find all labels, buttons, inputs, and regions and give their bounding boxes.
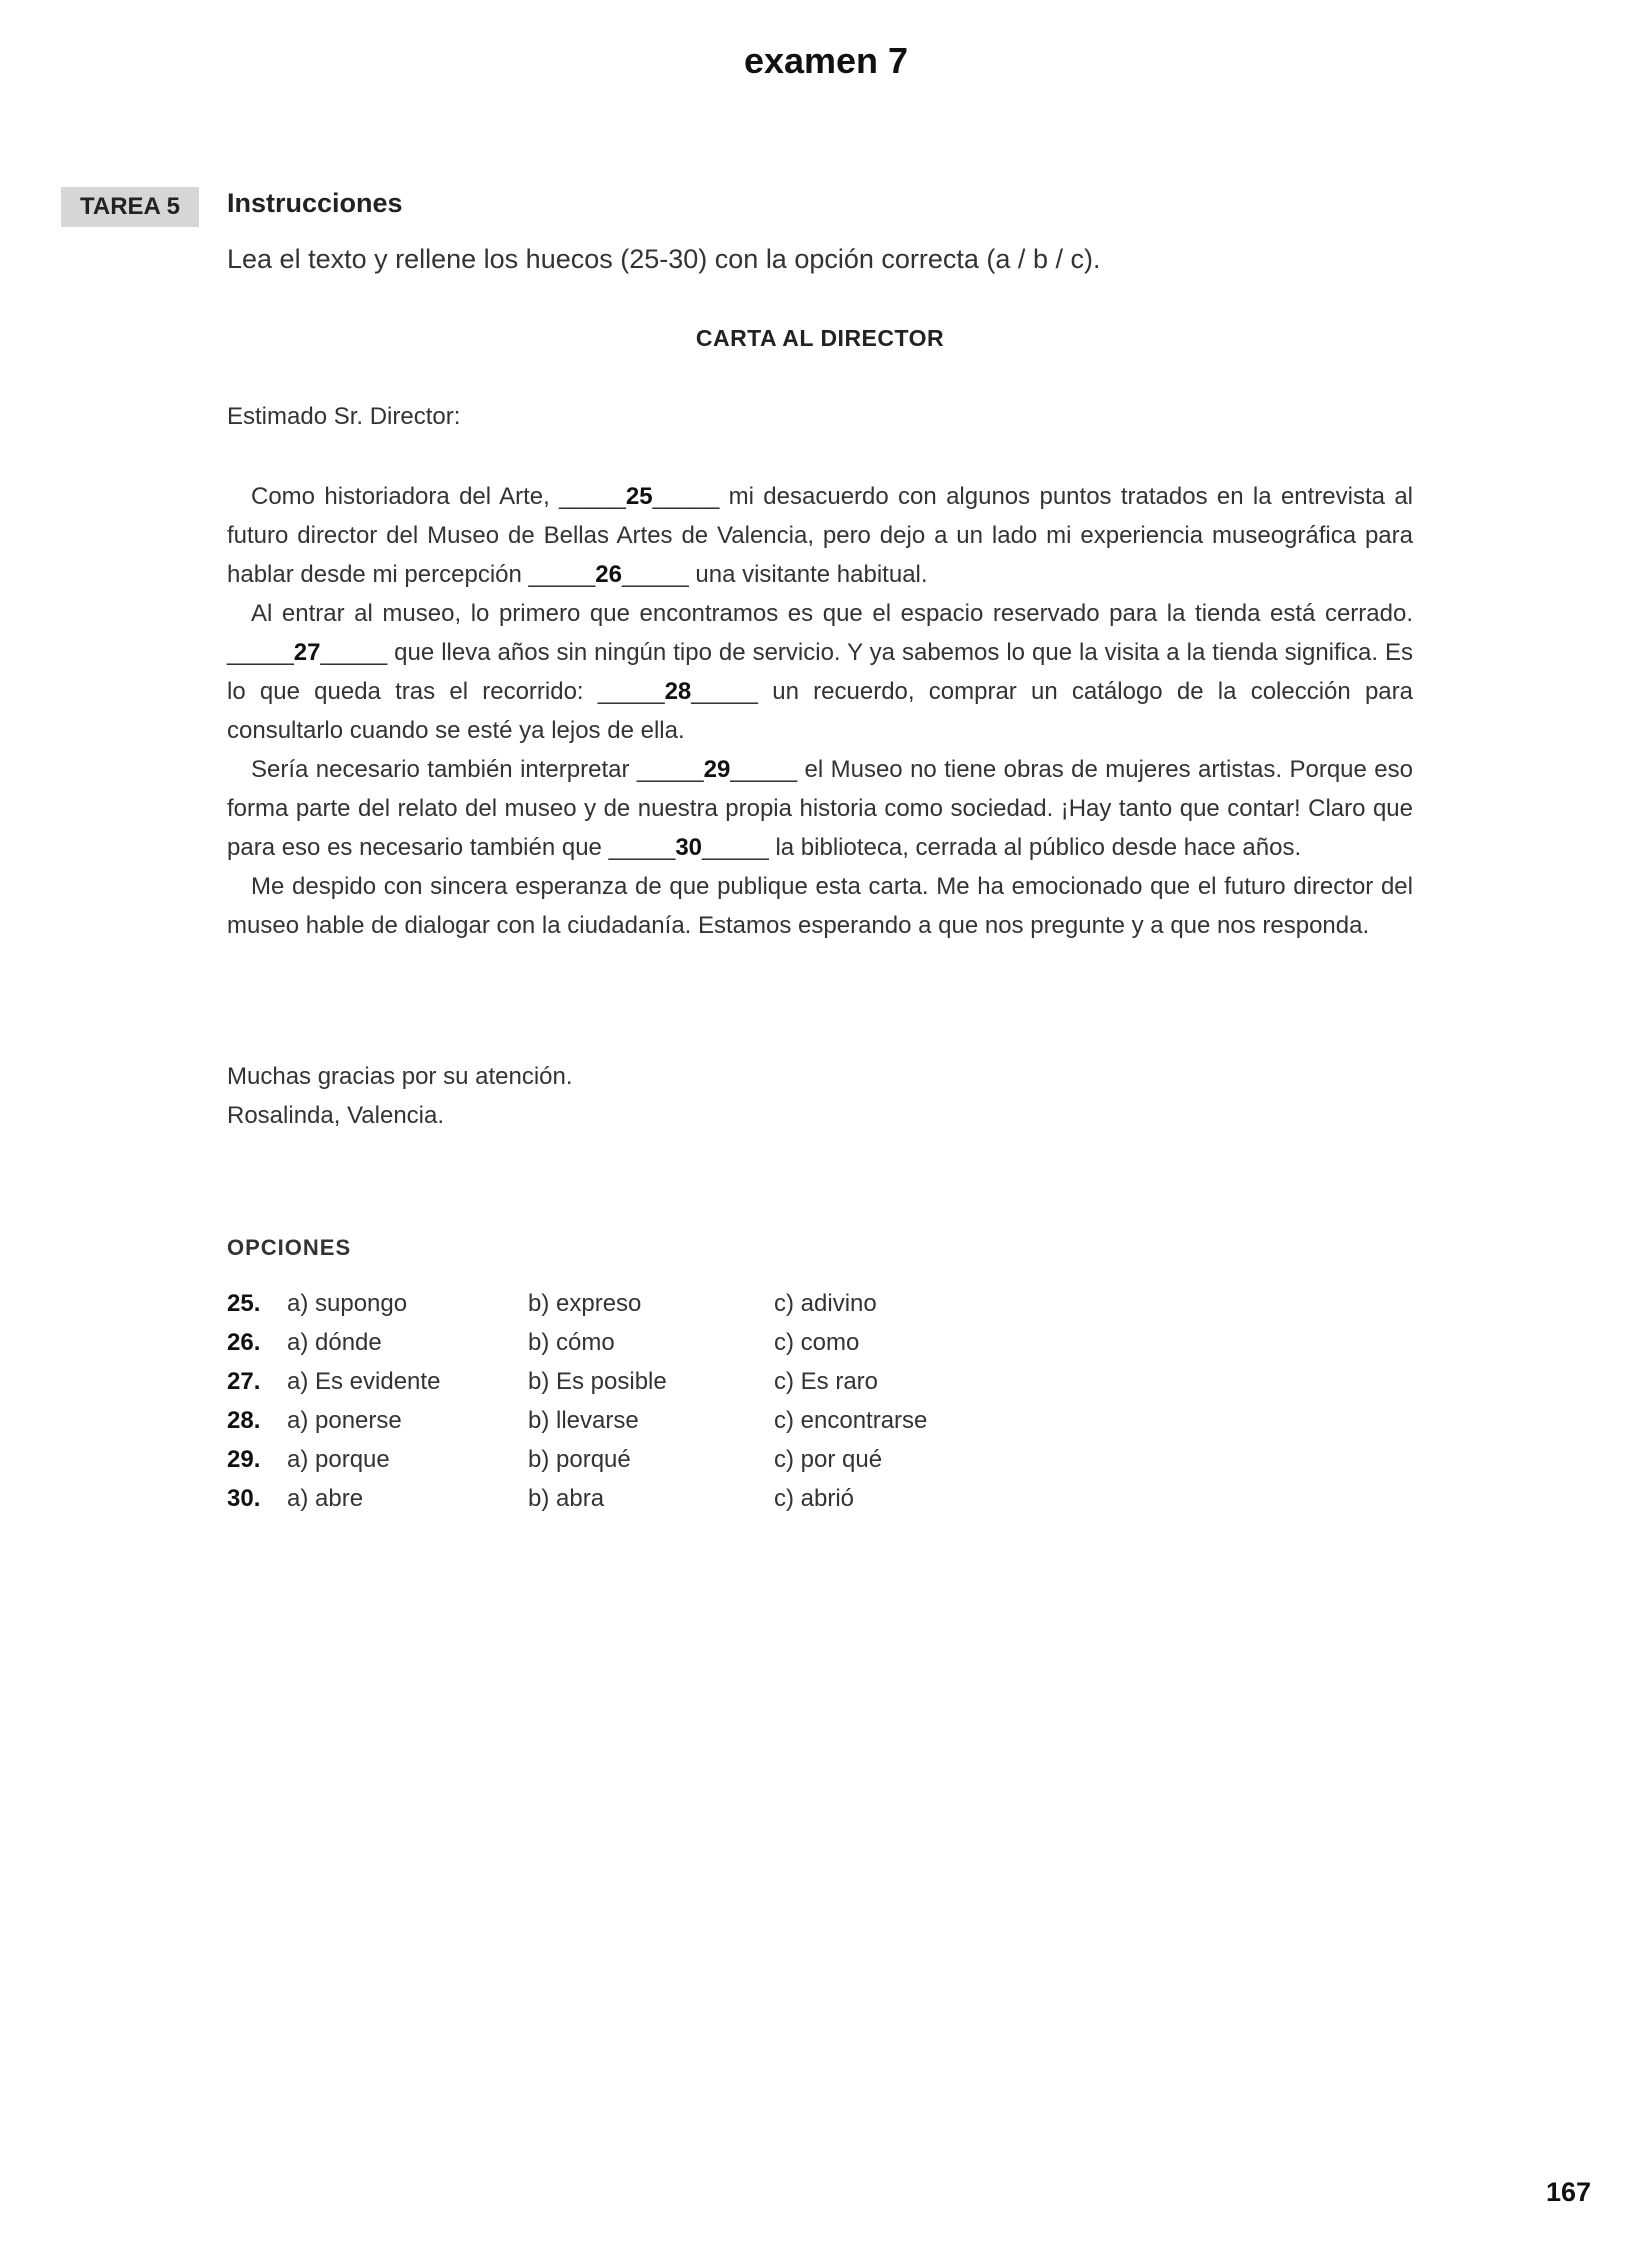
letter-paragraph-1 — [227, 477, 1413, 594]
letter-body — [227, 477, 1413, 945]
gap-27 — [227, 639, 387, 666]
letter-paragraph-3 — [227, 750, 1413, 867]
text-segment: un recuerdo, comprar un catálogo de la colección para consultarlo cuando se esté ya lejos de ella. — [227, 678, 1413, 744]
option-row-28 — [227, 1401, 974, 1440]
text-segment: una visitante habitual. — [688, 561, 928, 588]
option-c: c) por qué — [774, 1445, 883, 1473]
option-number: 30. — [227, 1484, 261, 1512]
option-b: b) expreso — [528, 1289, 642, 1317]
blank-line: _____ — [636, 756, 704, 783]
option-number: 29. — [227, 1445, 261, 1473]
option-a: a) ponerse — [287, 1406, 402, 1434]
options-title: OPCIONES — [227, 1235, 352, 1260]
text-segment: mi desacuerdo con algunos puntos tratados en la entrevista al futuro director del Museo de Bellas Artes de Valencia, pero dejo a un lado mi experiencia museográfica para hablar desde mi percepción — [227, 483, 1414, 588]
gap-25 — [559, 483, 719, 510]
option-a: a) abre — [287, 1484, 364, 1512]
letter-paragraph-4: Me despido con sincera esperanza de que publique esta carta. Me ha emocionado que el futuro director del museo hable de dialogar con la ciudadanía. Estamos esperando a que nos pregunte y a que nos responda. — [227, 873, 1413, 939]
blank-line: _____ — [528, 561, 596, 588]
gap-29 — [637, 756, 797, 783]
text-segment: Al entrar al museo, lo primero que encontramos es que el espacio reservado para la tienda está cerrado. — [251, 600, 1413, 627]
option-number: 28. — [227, 1406, 261, 1434]
option-a: a) dónde — [287, 1328, 382, 1356]
option-row-30 — [227, 1479, 974, 1518]
letter-closing — [227, 1057, 573, 1135]
closing-signature: Rosalinda, Valencia. — [227, 1102, 445, 1129]
page-title: examen 7 — [743, 40, 909, 81]
gap-number: 29 — [703, 756, 731, 783]
option-c: c) Es raro — [774, 1367, 879, 1395]
gap-number: 30 — [675, 834, 703, 861]
blank-line: _____ — [652, 483, 720, 510]
option-b: b) abra — [528, 1484, 605, 1512]
gap-26 — [529, 561, 689, 588]
option-b: b) cómo — [528, 1328, 615, 1356]
blank-line: _____ — [227, 639, 294, 666]
option-a: a) porque — [287, 1445, 390, 1473]
option-a: a) supongo — [287, 1289, 408, 1317]
text-segment: la biblioteca, cerrada al público desde hace años. — [768, 834, 1302, 861]
option-c: c) abrió — [774, 1484, 855, 1512]
instructions-heading: Instrucciones — [227, 188, 403, 218]
blank-line: _____ — [691, 678, 759, 705]
option-a: a) Es evidente — [287, 1367, 441, 1395]
text-segment: Como historiadora del Arte, — [251, 483, 560, 510]
option-row-29 — [227, 1440, 974, 1479]
option-c: c) encontrarse — [774, 1406, 928, 1434]
gap-number: 28 — [664, 678, 692, 705]
blank-line: _____ — [702, 834, 769, 861]
gap-number: 26 — [595, 561, 622, 588]
blank-line: _____ — [320, 639, 388, 666]
option-b: b) llevarse — [528, 1406, 639, 1434]
letter-title: CARTA AL DIRECTOR — [695, 325, 945, 351]
option-number: 26. — [227, 1328, 261, 1356]
letter-paragraph-2 — [227, 594, 1413, 750]
blank-line: _____ — [559, 483, 626, 510]
option-b: b) porqué — [528, 1445, 631, 1473]
blank-line: _____ — [621, 561, 689, 588]
gap-30 — [609, 834, 769, 861]
option-c: c) adivino — [774, 1289, 877, 1317]
option-row-25 — [227, 1284, 974, 1323]
option-b: b) Es posible — [528, 1367, 667, 1395]
option-row-26 — [227, 1323, 974, 1362]
text-segment: Sería necesario también interpretar — [251, 756, 637, 783]
blank-line: _____ — [597, 678, 665, 705]
task-badge: TAREA 5 — [61, 187, 199, 227]
option-number: 27. — [227, 1367, 261, 1395]
option-row-27 — [227, 1362, 974, 1401]
text-segment: el Museo no tiene obras de mujeres artistas. Porque eso forma parte del relato del museo y de nuestra propia historia como sociedad. ¡Hay tanto que contar! Claro que para eso es necesario también que — [227, 756, 1413, 861]
instructions-text: Lea el texto y rellene los huecos (25-30) con la opción correcta (a / b / c). — [227, 244, 1101, 274]
gap-28 — [598, 678, 758, 705]
text-segment: que lleva años sin ningún tipo de servicio. Y ya sabemos lo que la visita a la tienda significa. Es lo que queda tras el recorrido: — [227, 639, 1413, 705]
closing-thanks: Muchas gracias por su atención. — [227, 1063, 573, 1090]
option-c: c) como — [774, 1328, 860, 1356]
blank-line: _____ — [608, 834, 676, 861]
option-number: 25. — [227, 1289, 261, 1317]
page-number: 167 — [1546, 2177, 1592, 2207]
blank-line: _____ — [730, 756, 798, 783]
gap-number: 27 — [293, 639, 321, 666]
gap-number: 25 — [625, 483, 653, 510]
letter-salutation: Estimado Sr. Director: — [227, 403, 461, 430]
options-table — [227, 1284, 974, 1518]
